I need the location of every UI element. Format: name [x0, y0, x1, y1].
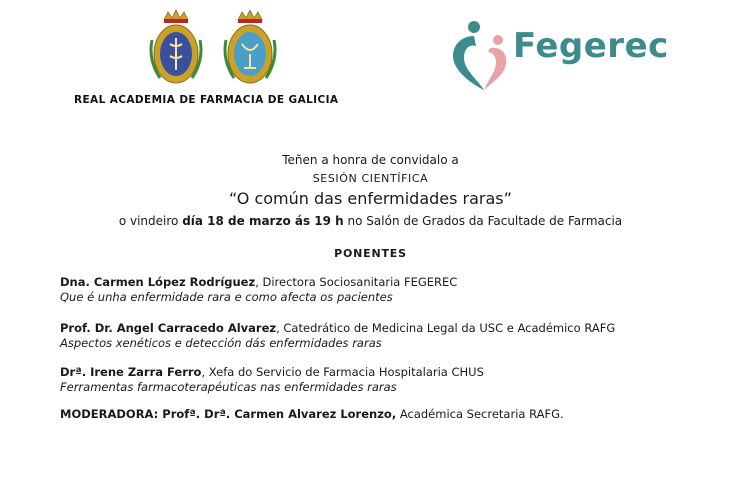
academy-crests-icon	[146, 10, 286, 90]
session-label: SESIÓN CIENTÍFICA	[312, 172, 429, 185]
details-post: no Salón de Grados da Facultade de Farmacia	[343, 214, 623, 228]
academy-name: REAL ACADEMIA DE FARMACIA DE GALICIA	[74, 94, 339, 106]
speaker-name: Dna. Carmen López Rodríguez	[60, 275, 256, 289]
speaker-talk: Ferramentas farmacoterapéuticas nas enfermidades raras	[60, 380, 397, 394]
speaker-entry	[60, 275, 720, 305]
event-title: “O común das enfermidades raras”	[229, 189, 512, 208]
moderator-name: Profª. Drª. Carmen Alvarez Lorenzo,	[158, 407, 397, 421]
speaker-role: , Catedrático de Medicina Legal da USC e Académico RAFG	[276, 321, 616, 335]
moderator-role: Académica Secretaria RAFG.	[396, 407, 564, 421]
fegerec-wordmark: Fegerec	[513, 26, 669, 66]
event-details	[0, 214, 741, 228]
speaker-talk: Aspectos xenéticos e detección dás enfermidades raras	[60, 336, 382, 350]
moderator-line	[60, 407, 720, 421]
ponentes-heading: PONENTES	[334, 247, 407, 260]
speaker-role: , Xefa do Servicio de Farmacia Hospitalaria CHUS	[201, 365, 484, 379]
moderator-label: MODERADORA:	[60, 407, 159, 421]
speaker-role: , Directora Sociosanitaria FEGEREC	[255, 275, 458, 289]
speaker-entry	[60, 321, 720, 351]
details-date: día 18 de marzo ás 19 h	[182, 214, 344, 228]
invitation-intro: Teñen a honra de convidalo a	[282, 153, 459, 167]
speaker-entry	[60, 365, 720, 395]
speaker-name: Drª. Irene Zarra Ferro	[60, 365, 202, 379]
header	[0, 0, 741, 120]
details-pre: o vindeiro	[118, 214, 183, 228]
speaker-talk: Que é unha enfermidade rara e como afecta os pacientes	[60, 290, 393, 304]
speaker-name: Prof. Dr. Angel Carracedo Alvarez	[60, 321, 277, 335]
